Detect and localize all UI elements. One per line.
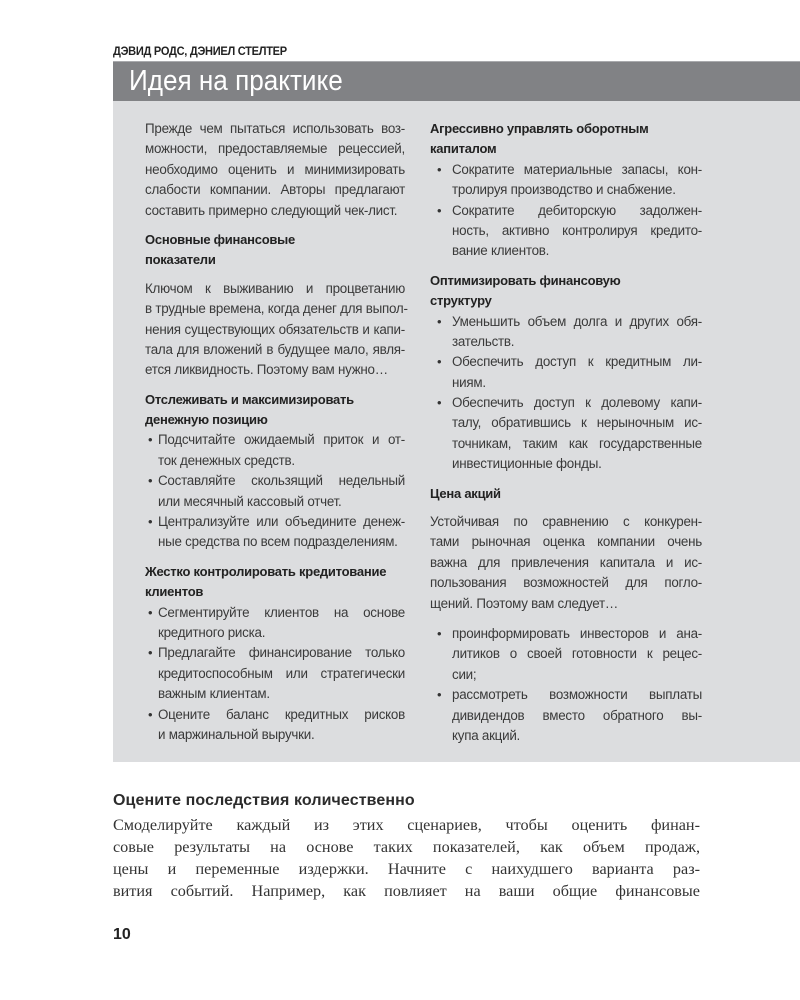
bullet-item bbox=[145, 430, 405, 471]
text-line: капиталом bbox=[430, 141, 497, 157]
bullet-item bbox=[430, 393, 702, 475]
text-line: можности, предоставляемые рецессией, bbox=[145, 141, 405, 157]
text-line: вития событий. Например, как повлияет на ваши общие финансовые bbox=[113, 882, 700, 900]
text-line: слабости компании. Авторы предлагают bbox=[145, 182, 405, 198]
text-line: • Предлагайте финансирование только bbox=[158, 645, 405, 661]
text-line: пользования возможностей для погло- bbox=[430, 575, 702, 591]
text-line: • Подсчитайте ожидаемый приток и от- bbox=[158, 432, 405, 448]
text-line: Устойчивая по сравнению с конкурен- bbox=[430, 514, 702, 530]
text-line: тролируя производство и снабжение. bbox=[452, 182, 676, 198]
text-line: ность, активно контролируя кредито- bbox=[452, 222, 702, 238]
bullet-item bbox=[430, 201, 702, 262]
text-line: Жестко контролировать кредитование bbox=[145, 563, 387, 579]
sidebar-title-bar bbox=[113, 61, 800, 102]
running-header-authors: ДЭВИД РОДС, ДЭНИЕЛ СТЕЛТЕР bbox=[113, 44, 287, 58]
text-line: • Сократите материальные запасы, кон- bbox=[452, 161, 702, 177]
subheading bbox=[145, 230, 405, 271]
text-line: • Оцените баланс кредитных рисков bbox=[158, 706, 405, 722]
text-line: необходимо оценить и минимизировать bbox=[145, 161, 405, 177]
text-line: важным клиентам. bbox=[158, 686, 270, 702]
paragraph bbox=[430, 512, 702, 614]
box-left-column bbox=[145, 119, 408, 745]
section-heading: Оцените последствия количественно bbox=[113, 792, 415, 809]
text-line: показатели bbox=[145, 252, 216, 268]
text-line: совые результаты на основе таких показателей, как объем продаж, bbox=[113, 838, 700, 856]
text-line: тами рыночная оценка компании очень bbox=[430, 534, 702, 550]
text-line: Отслеживать и максимизировать bbox=[145, 391, 354, 407]
text-line: зательств. bbox=[452, 333, 515, 349]
paragraph bbox=[145, 279, 408, 381]
bullet-item bbox=[145, 705, 405, 746]
text-line: вание клиентов. bbox=[452, 243, 550, 259]
text-line: ток денежных средств. bbox=[158, 452, 295, 468]
text-line: щений. Поэтому вам следует… bbox=[430, 595, 619, 611]
bullet-item bbox=[430, 160, 702, 201]
text-line: инвестиционные фонды. bbox=[452, 456, 602, 472]
text-line: • Уменьшить объем долга и других обя- bbox=[452, 313, 702, 329]
subheading bbox=[145, 390, 405, 431]
text-line: или месячный кассовый отчет. bbox=[158, 493, 342, 509]
text-line: Смоделируйте каждый из этих сценариев, чтобы оценить финан- bbox=[113, 816, 700, 834]
subheading bbox=[430, 484, 702, 504]
text-line: • Централизуйте или объедините денеж- bbox=[158, 514, 405, 530]
text-line: нения существующих обязательств и капи- bbox=[145, 321, 405, 337]
subheading bbox=[145, 562, 405, 603]
page-number: 10 bbox=[113, 926, 131, 943]
bullet-list bbox=[430, 160, 702, 262]
bullet-item bbox=[430, 312, 702, 353]
bullet-item bbox=[430, 352, 702, 393]
text-line: и маржинальной выручки. bbox=[158, 726, 315, 742]
text-line: Ключом к выживанию и процветанию bbox=[145, 280, 405, 296]
text-line: цены и переменные издержки. Начните с наихудшего варианта раз- bbox=[113, 860, 700, 878]
text-line: ется ликвидность. Поэтому вам нужно… bbox=[145, 362, 388, 378]
text-line: ные средства по всем подразделениям. bbox=[158, 534, 398, 550]
bullet-item bbox=[145, 512, 405, 553]
text-line: клиентов bbox=[145, 584, 204, 600]
text-line: литиков о своей готовности к рецес- bbox=[452, 646, 702, 662]
text-line: • Сократите дебиторскую задолжен- bbox=[452, 202, 702, 218]
bullet-list bbox=[430, 312, 702, 475]
bullet-item bbox=[145, 471, 405, 512]
text-line: в трудные времена, когда денег для выпол- bbox=[145, 301, 408, 317]
subheading bbox=[430, 271, 702, 312]
text-line: составить примерно следующий чек-лист. bbox=[145, 202, 398, 218]
text-line: Основные финансовые bbox=[145, 231, 295, 247]
text-line: сии; bbox=[452, 666, 477, 682]
text-line: кредитоспособным или стратегически bbox=[158, 665, 405, 681]
paragraph bbox=[145, 119, 405, 221]
bullet-item bbox=[145, 643, 405, 704]
text-line: • Сегментируйте клиентов на основе bbox=[158, 604, 405, 620]
box-right-column bbox=[430, 119, 702, 746]
text-line: • Обеспечить доступ к кредитным ли- bbox=[452, 354, 702, 370]
bullet-list bbox=[145, 603, 405, 746]
text-line: дивидендов вместо обратного вы- bbox=[452, 707, 702, 723]
text-line: • рассмотреть возможности выплаты bbox=[452, 687, 702, 703]
text-line: • проинформировать инвесторов и ана- bbox=[452, 625, 702, 641]
text-line: Прежде чем пытаться использовать воз- bbox=[145, 121, 405, 136]
text-line: • Обеспечить доступ к долевому капи- bbox=[452, 395, 702, 411]
bullet-item bbox=[430, 685, 702, 746]
subheading bbox=[430, 119, 702, 160]
body-paragraph bbox=[113, 814, 700, 902]
text-line: точникам, таким как государственные bbox=[452, 435, 702, 451]
bullet-list bbox=[430, 624, 702, 746]
bullet-list bbox=[145, 430, 405, 552]
text-line: Оптимизировать финансовую bbox=[430, 272, 621, 288]
text-line: купа акций. bbox=[452, 727, 521, 743]
text-line: структуру bbox=[430, 293, 492, 309]
sidebar-title: Идея на практике bbox=[129, 65, 343, 97]
text-line: Агрессивно управлять оборотным bbox=[430, 121, 649, 136]
bullet-item bbox=[430, 624, 702, 685]
text-line: денежную позицию bbox=[145, 412, 268, 428]
text-line: важна для привлечения капитала и ис- bbox=[430, 554, 702, 570]
text-line: ниям. bbox=[452, 374, 486, 390]
text-line: Цена акций bbox=[430, 485, 501, 501]
text-line: кредитного риска. bbox=[158, 624, 266, 640]
text-line: талу, обратившись к нерыночным ис- bbox=[452, 415, 702, 431]
bullet-item bbox=[145, 603, 405, 644]
text-line: тала для вложений в будущее мало, явля- bbox=[145, 341, 405, 357]
text-line: • Составляйте скользящий недельный bbox=[158, 473, 405, 489]
